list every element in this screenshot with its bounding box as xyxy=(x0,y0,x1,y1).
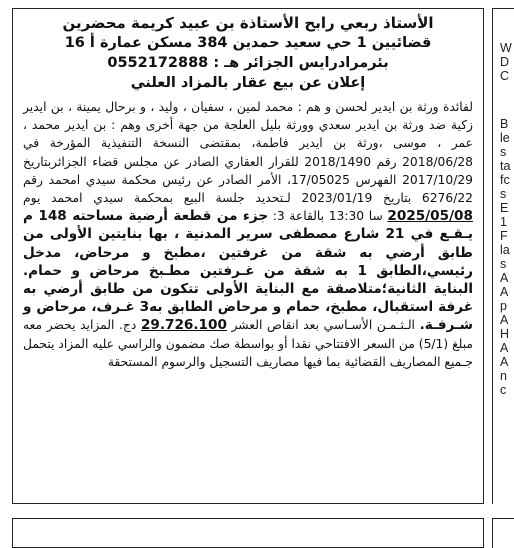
adjacent-column-fragment: fc xyxy=(500,173,510,187)
adjacent-column-fragment: E xyxy=(500,201,509,215)
city-phone: بئرمرادرايس الجزائر هـ : 0552172888 xyxy=(107,55,389,71)
auction-date: 2025/05/08 xyxy=(387,208,473,225)
property-description: جزء من قطعة أرضية مساحته 148 م يـقـع في 21 شارع مصطفى سرير المدنية ، بها بنايتين الأولى من طابق أرضي به شقة من غرفتين ،مطبخ و مرحاض، مدخل رئيسي،الطابق 1 به شقة من غـرفتين مطـبخ مرحاض و حمام. البناية الثانية؛متلاصقة مع البناية الأولى تتكون من طابق أرضي به غرفة استقبال، مطبخ، حمام و مرحاض الطابق به3 غـرف، مرحاض و شـرفـة. xyxy=(23,208,473,334)
starting-price: 29.726.100 xyxy=(140,317,227,334)
adjacent-column-fragment: A xyxy=(500,313,509,327)
notice-header xyxy=(13,9,483,93)
adjacent-column-fragment: s xyxy=(500,187,507,201)
adjacent-column-fragment: B xyxy=(500,117,509,131)
adjacent-column-fragment: s xyxy=(500,257,507,271)
adjacent-column-fragment: n xyxy=(500,369,507,383)
price-intro: الـثـمـن الأسـاسي بعد انقاص العشر xyxy=(226,318,420,333)
adjacent-column-fragment: p xyxy=(500,299,507,313)
adjacent-column-fragment: le xyxy=(500,131,510,145)
adjacent-column-fragment: A xyxy=(500,271,509,285)
parties-text: لفائدة ورثة بن ايدير لحسن و هم : محمد لمين ، سفيان ، وليد ، و برحال يمينة ، بن ايدير زكية ضد ورثة بن ايدير سعدي وورثة بليل العلجة من جهة أخرى وهم : بن ايدير محمد ، عمر ، موسى ،ورثة بن ايدير فاطمة، بمقتضى النسخة التنفيذية المؤرخة في 2018/06/28 رقم 2018/1490 للقرار العقاري الصادر عن مجلس قضاء الجزائربتاريخ 2017/10/29 الفهرس 17/05025، الأمر الصادر عن رئيس محكمة سيدي امحمد رقم 6276/22 بتاريخ 2023/01/19 لـتحديد جلسة البيع بمحكمة سيدي امحمد يوم xyxy=(23,100,473,206)
adjacent-column-fragment: 1 xyxy=(500,215,507,229)
bailiffs-names: الأستاذ ربعي رابح الأستاذة بن عبيد كريمة محضرين xyxy=(62,14,434,32)
adjacent-column-fragment: ta xyxy=(500,159,511,173)
office-address: قضائيين 1 حي سعيد حمدين 384 مسكن عمارة أ 16 xyxy=(64,35,432,51)
adjacent-column-fragment: A xyxy=(500,355,509,369)
adjacent-column-fragment: H xyxy=(500,327,510,341)
adjacent-column-fragment: s xyxy=(500,145,507,159)
adjacent-column-fragment: c xyxy=(500,383,507,397)
next-column-box xyxy=(492,518,514,548)
notice-title: إعلان عن بيع عقار بالمزاد العلني xyxy=(130,75,366,91)
adjacent-column-fragment: W xyxy=(500,41,512,55)
notice-body xyxy=(13,93,483,371)
adjacent-column-fragment: D xyxy=(500,55,510,69)
adjacent-column-fragment: A xyxy=(500,341,509,355)
time-room: سا 13:30 بالقاعة 3: xyxy=(268,209,388,224)
legal-notice xyxy=(12,8,484,504)
adjacent-column-fragment: la xyxy=(500,243,510,257)
adjacent-column xyxy=(492,8,514,504)
terms-text: دج. المزايد يحضر معه مبلغ (5/1) من السعر الافتتاحي نقدا أو بواسطة صك مضمون والراسي عليه المزاد يتحمل جـميع المصاريف القضائية بما فيها مصاريف التسجيل والرسوم المستحقة xyxy=(23,318,473,369)
adjacent-column-fragment: C xyxy=(500,69,510,83)
adjacent-column-fragment: F xyxy=(500,229,508,243)
next-notice-box xyxy=(12,518,484,548)
adjacent-column-fragment: A xyxy=(500,285,509,299)
